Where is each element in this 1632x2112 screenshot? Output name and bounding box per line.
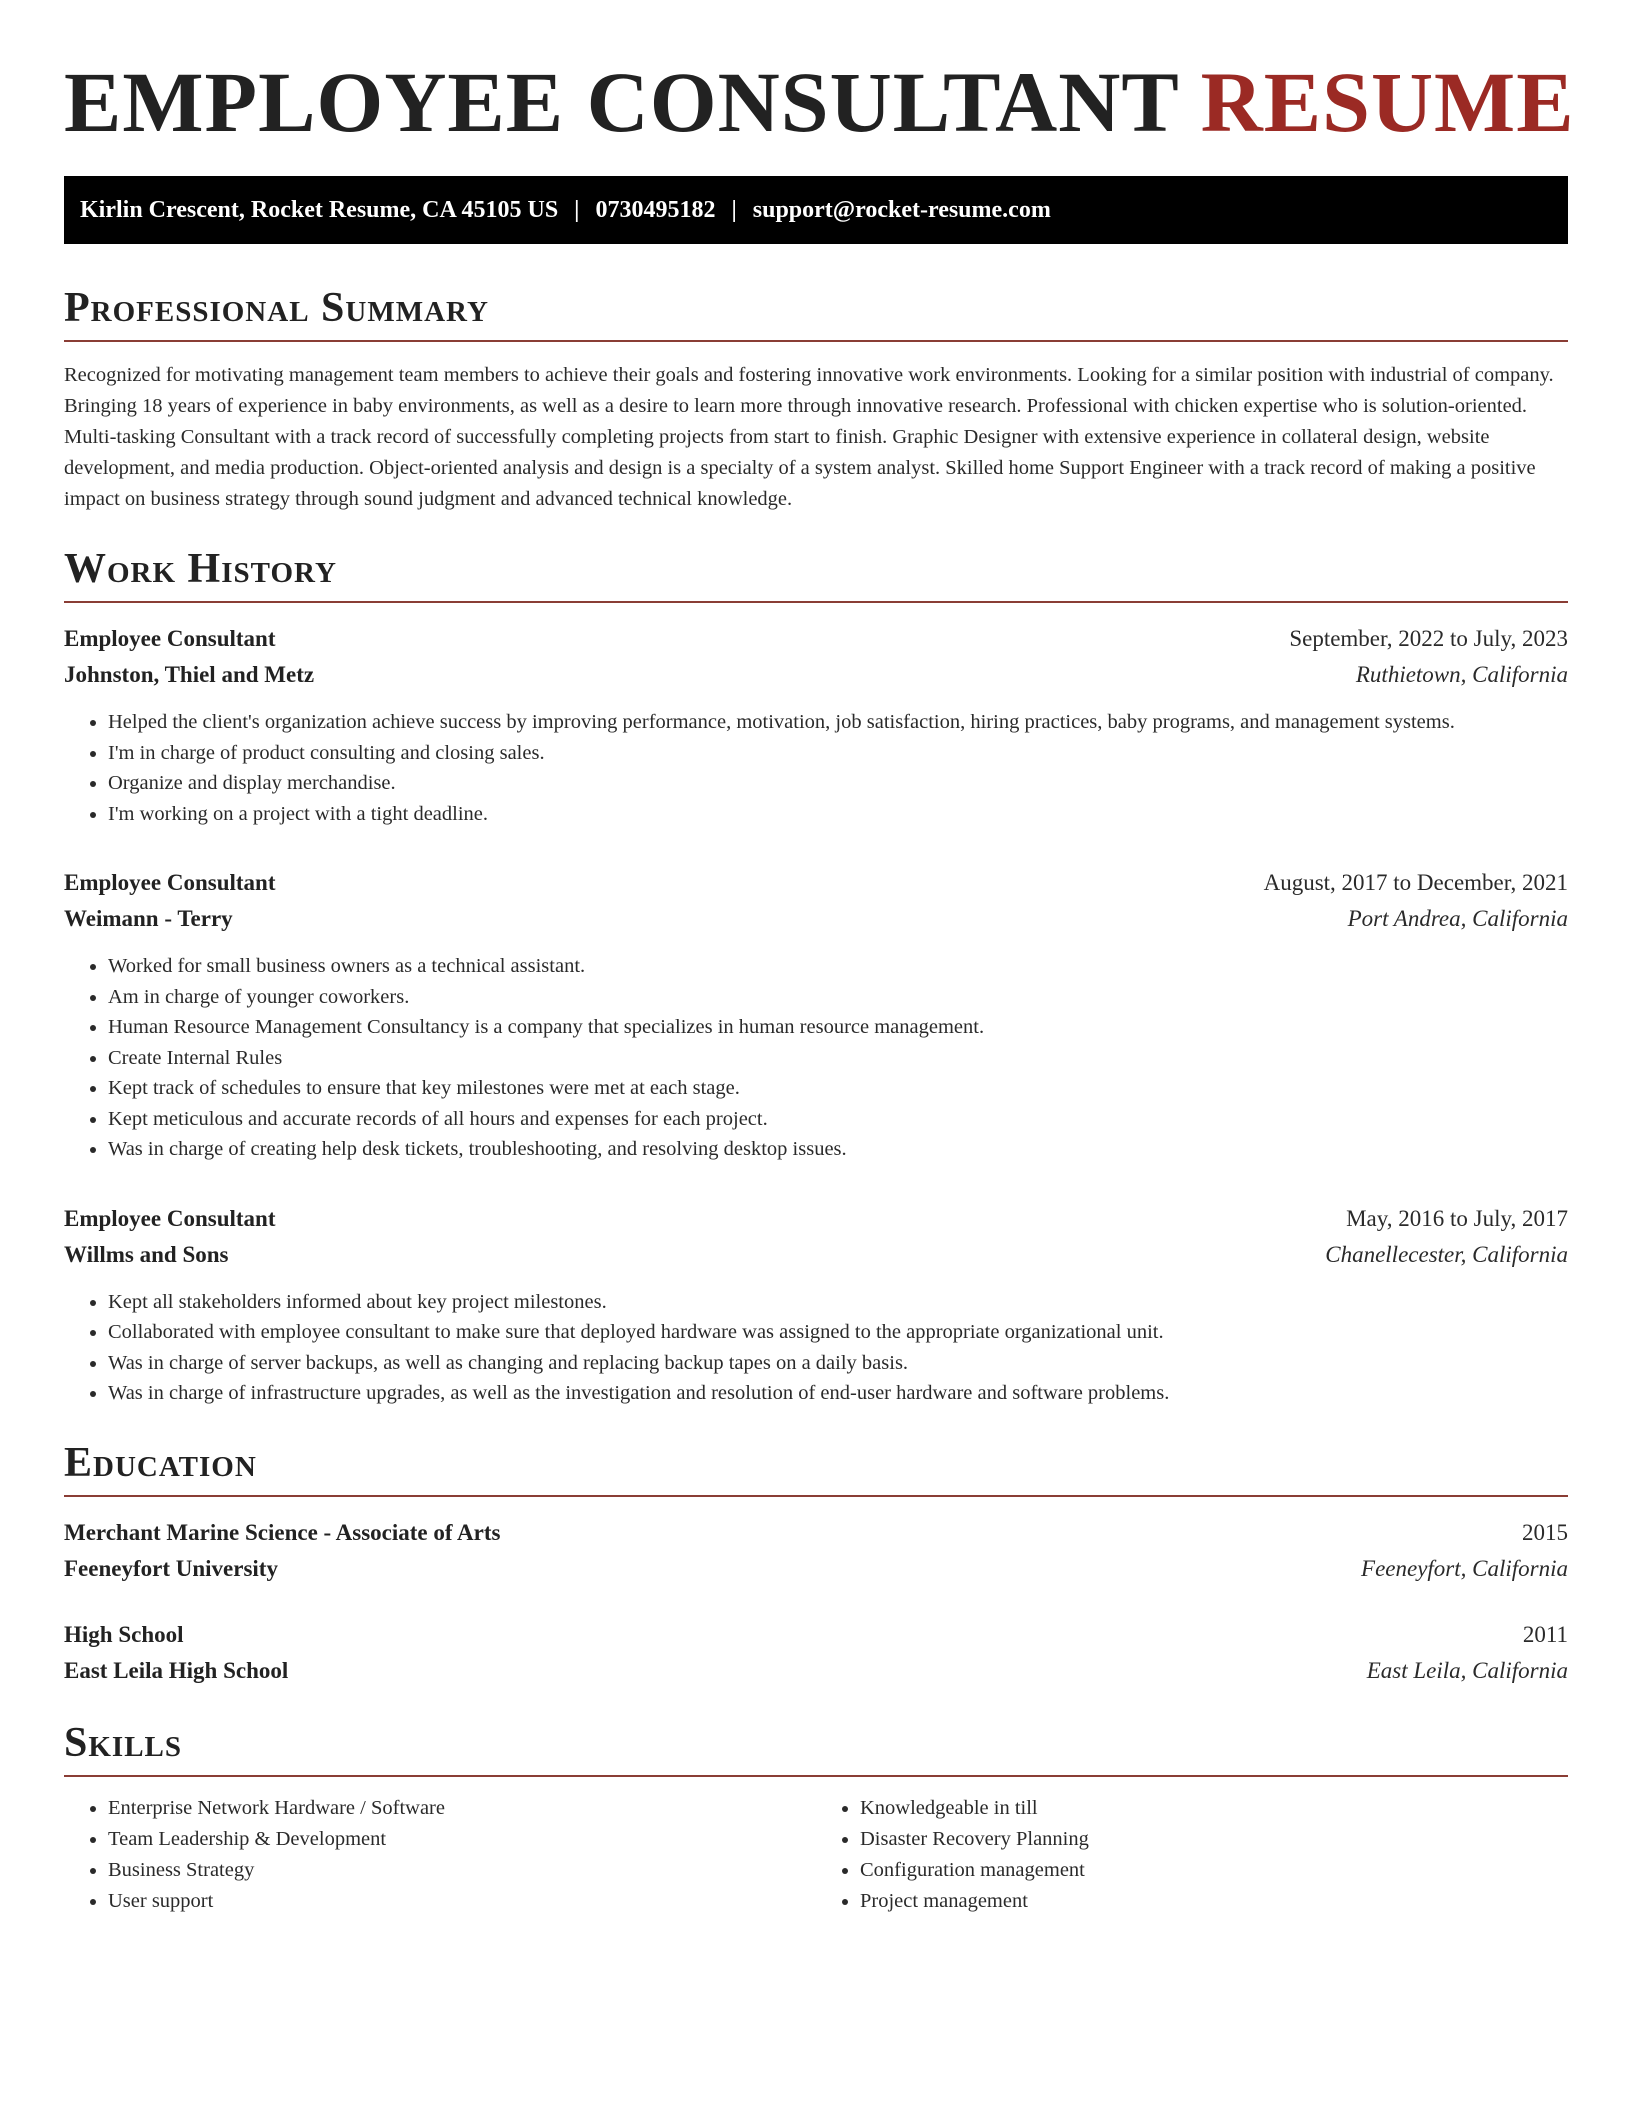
job-dates: August, 2017 to December, 2021 — [1263, 870, 1568, 895]
list-item: • Human Resource Management Consultancy is a company that specializes in human resource management. — [108, 1012, 1568, 1043]
job-title: Employee Consultant — [64, 1205, 276, 1231]
education-section — [64, 1437, 1568, 1689]
work-history-section — [64, 543, 1568, 1409]
skills-list-right — [816, 1793, 1568, 1917]
job-bullets — [64, 707, 1568, 829]
section-heading-skills: Skills — [64, 1717, 1568, 1777]
job-dates: May, 2016 to July, 2017 — [1346, 1205, 1568, 1231]
job-header-row — [64, 865, 1568, 901]
education-header-row — [64, 1515, 1568, 1551]
list-item: • Was in charge of infrastructure upgrades, as well as the investigation and resolution of end-user hardware and software problems. — [108, 1378, 1568, 1409]
skills-grid — [64, 1793, 1568, 1917]
section-heading-summary: Professional Summary — [64, 282, 1568, 342]
education-school-row — [64, 1653, 1568, 1689]
list-item: • Was in charge of server backups, as well as changing and replacing backup tapes on a daily basis. — [108, 1348, 1568, 1379]
education-school: East Leila High School — [64, 1657, 289, 1683]
skill-item: • Enterprise Network Hardware / Software — [108, 1793, 816, 1824]
title-main: EMPLOYEE CONSULTANT — [64, 54, 1179, 150]
job-company: Willms and Sons — [64, 1241, 229, 1267]
contact-separator: | — [731, 196, 737, 223]
skill-item: • Disaster Recovery Planning — [860, 1824, 1568, 1855]
contact-address: Kirlin Crescent, Rocket Resume, CA 45105 US — [80, 196, 559, 223]
job-company-row — [64, 901, 1568, 937]
skill-item: • Team Leadership & Development — [108, 1824, 816, 1855]
job-company-row — [64, 1237, 1568, 1273]
job-dates: September, 2022 to July, 2023 — [1289, 626, 1568, 651]
job-company: Weimann - Terry — [64, 906, 233, 931]
education-degree: High School — [64, 1621, 184, 1647]
section-heading-work: Work History — [64, 543, 1568, 603]
job-bullets — [64, 1287, 1568, 1409]
job-company-row — [64, 657, 1568, 693]
education-year: 2011 — [1522, 1621, 1568, 1647]
list-item: • Collaborated with employee consultant to make sure that deployed hardware was assigned to the appropriate organizational unit. — [108, 1317, 1568, 1348]
list-item: • I'm working on a project with a tight deadline. — [108, 799, 1568, 830]
job-header-row — [64, 1201, 1568, 1237]
professional-summary-section — [64, 282, 1568, 515]
education-school: Feeneyfort University — [64, 1555, 278, 1581]
skills-list-left — [64, 1793, 816, 1917]
skill-item: • Configuration management — [860, 1855, 1568, 1886]
list-item: • Helped the client's organization achieve success by improving performance, motivation, job satisfaction, hiring practices, baby programs, and management systems. — [108, 707, 1568, 738]
summary-text: Recognized for motivating management team members to achieve their goals and fostering innovative work environments. Looking for a similar position with industrial of company. Bringing 18 years of experience in baby environments, as well as a desire to learn more through innovative research. Professional with chicken expertise who is solution-oriented. Multi-tasking Consultant with a track record of successfully completing projects from start to finish. Graphic Designer with extensive experience in collateral design, website development, and media production. Object-oriented analysis and design is a specialty of a system analyst. Skilled home Support Engineer with a track record of making a positive impact on business strategy through sound judgment and advanced technical knowledge. — [64, 364, 1554, 510]
job-title: Employee Consultant — [64, 626, 276, 651]
job-location: Ruthietown, California — [1355, 662, 1568, 687]
skills-section — [64, 1717, 1568, 1917]
contact-separator: | — [574, 196, 580, 223]
list-item: • I'm in charge of product consulting and closing sales. — [108, 738, 1568, 769]
education-header-row — [64, 1617, 1568, 1653]
job-entry — [64, 1201, 1568, 1409]
education-entry — [64, 1617, 1568, 1689]
education-degree: Merchant Marine Science - Associate of Arts — [64, 1519, 501, 1545]
list-item: • Kept track of schedules to ensure that key milestones were met at each stage. — [108, 1073, 1568, 1104]
education-school-row — [64, 1551, 1568, 1587]
list-item: • Worked for small business owners as a technical assistant. — [108, 951, 1568, 982]
resume-title — [64, 52, 1575, 152]
job-header-row — [64, 621, 1568, 657]
job-title: Employee Consultant — [64, 870, 276, 895]
section-heading-education: Education — [64, 1437, 1568, 1497]
contact-email: support@rocket-resume.com — [752, 196, 1051, 223]
contact-bar — [64, 176, 1568, 244]
list-item: • Was in charge of creating help desk tickets, troubleshooting, and resolving desktop issues. — [108, 1134, 1568, 1165]
contact-phone: 0730495182 — [595, 196, 716, 223]
list-item: • Kept meticulous and accurate records of all hours and expenses for each project. — [108, 1104, 1568, 1135]
job-location: Port Andrea, California — [1347, 906, 1568, 931]
skill-item: • Knowledgeable in till — [860, 1793, 1568, 1824]
skill-item: • User support — [108, 1886, 816, 1917]
job-entry — [64, 621, 1568, 829]
education-location: East Leila, California — [1366, 1657, 1568, 1683]
list-item: • Am in charge of younger coworkers. — [108, 982, 1568, 1013]
list-item: • Create Internal Rules — [108, 1043, 1568, 1074]
job-bullets — [64, 951, 1568, 1165]
education-entry — [64, 1515, 1568, 1587]
skill-item: • Business Strategy — [108, 1855, 816, 1886]
title-accent: RESUME — [1200, 54, 1575, 150]
job-location: Chanellecester, California — [1325, 1241, 1568, 1267]
education-year: 2015 — [1522, 1519, 1568, 1545]
list-item: • Organize and display merchandise. — [108, 768, 1568, 799]
job-entry — [64, 865, 1568, 1165]
list-item: • Kept all stakeholders informed about key project milestones. — [108, 1287, 1568, 1318]
job-company: Johnston, Thiel and Metz — [64, 662, 315, 687]
skill-item: • Project management — [860, 1886, 1568, 1917]
education-location: Feeneyfort, California — [1361, 1555, 1568, 1581]
